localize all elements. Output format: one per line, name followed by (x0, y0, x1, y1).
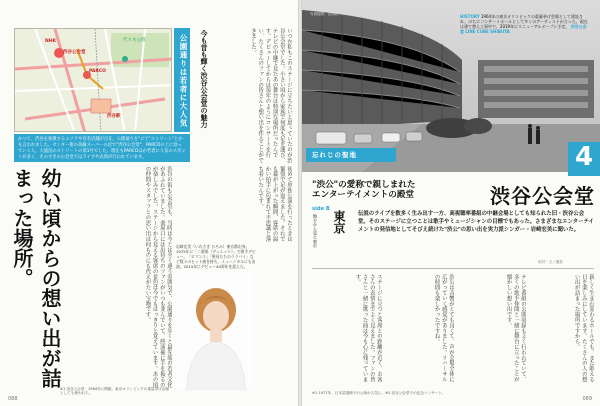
article-lead: 伝説のライブを数多く生み出す一方、高視聴率番組の中継会場としても知られた旧・渋谷公会堂。そのステージに立つことは歌手やミュージシャンの目標でもあった。さまざまなエンターテイメントの発信地としてそびえ続けた"渋公"の思い出を実力派シンガー・岩崎宏美に聞いた。 (358, 211, 594, 233)
right-body-column-2: 渋公は音響がとても良くて、声が会場全体に広がっていく感覚がありました。リハーサルの時間も楽しかったですね。 (433, 274, 454, 382)
history-info (460, 14, 590, 54)
lead-credit: 取材・文 / 撮影 (538, 260, 564, 264)
feature-big-title: 幼い頃からの想い出が詰まった場所。 (10, 168, 62, 388)
right-page (302, 0, 600, 406)
history-label: HISTORY (460, 14, 480, 19)
divider (312, 268, 594, 269)
right-footnote: ※1 1977年、日本武道館での公演が人気に。※2 渋谷公会堂での記念コンサート。 (312, 391, 446, 396)
section-heading: 今も昔も輝く渋谷公会堂の魅力 (200, 30, 208, 128)
photo-credit: 写真提供：渋谷区 (310, 12, 339, 16)
side-tag-big: 東京 (332, 210, 346, 234)
series-number: 4 (574, 142, 594, 172)
left-page-number: 088 (8, 396, 18, 402)
body-text-column-1: いつか私もこのステージに立ちたいと思っていたのが渋谷公会堂でした。小さい頃から家族で何度も足を運び、テレビの中継で見たあの舞台は特別な場所だったんです。デビューしてからは毎年のようにコンサートを行い、たくさんのファンの皆さんと想い出を作ることができました。 (249, 28, 292, 163)
map-caption: 公園通りは若者に大人気 (179, 34, 188, 128)
map-label-hall: 渋谷公会堂 (63, 50, 86, 55)
body-text-column-3: 初めて単独公演を行ったときは緊張で足が震えました。それでも幕が上がった瞬間、客席の温かい拍手に包まれて不思議と落ち着いたんです。 (257, 166, 292, 242)
map-graphic (15, 29, 172, 132)
body-text-column-2: 渋谷の街も公会堂も、当時は今とは全く違う雰囲気で、公園通りを歩くと最先端の若者文化があふれていました。楽屋口には出待ちのファンがいつも並んでいて、終演後に手を振るのが楽しみでした。ステージから見える客席の景色は今でもはっきりと覚えています。あの頃の仲間やスタッフとの思い出は何ものにも代えがたい宝物です。 (144, 166, 172, 388)
right-page-number: 089 (582, 396, 592, 402)
area-map (14, 28, 172, 132)
history-term-2: LINE CUBE SHIBUYA (465, 29, 510, 34)
map-label-park: 代々木公園 (123, 38, 146, 43)
history-text: 1964年の東京オリンピックの重量挙げ会場として建設され、のちにコンサートホールとして多くのアーティストが立った。現在は建て替え工事中で、2019年にリニューアルオープン予定。 (460, 14, 588, 29)
article-title: 渋谷公会堂 (490, 184, 595, 208)
right-body-column-3: テレビ番組の公開収録もよく行われていて、多くの歌手仲間と一緒に舞台に立ったことが懐かしい想い出です。 (505, 274, 526, 382)
left-page (0, 0, 298, 406)
portrait-graphic (176, 272, 254, 390)
left-footnote: ※1 渋谷公会堂：1964年に開館。東京オリンピックの重量挙げ会場としても使われた。 (60, 386, 169, 396)
side-tag (312, 206, 350, 262)
subtitle-line-1: "渋公"の愛称で親しまれた (312, 180, 416, 190)
side-tag-small: 地方から見た東京 (313, 214, 318, 248)
right-body-column-1: ステージに立つと客席との距離が近く、お客さんの表情までよく見えました。ファンの皆さんと一緒に歌った曲は今も心に残っています。 (354, 274, 382, 382)
map-label-station: 渋谷駅 (107, 114, 121, 119)
side-tag-en: side B (312, 206, 330, 212)
portrait-photo (176, 272, 254, 390)
series-label: 忘れじの聖地 (306, 148, 396, 162)
profile-text: 岩崎宏美（いわさき ひろみ）東京都出身。1975年に「二重唱（デュエット）」で歌手デビュー。「ロマンス」「聖母たちのララバイ」など数々のヒット曲を持ち、ミュージカルにも出演。2015年にデビュー40周年を迎えた。 (176, 244, 256, 269)
map-label-parco: PARCO (89, 69, 106, 74)
article-subtitle (312, 180, 416, 200)
history-term-1: 渋谷公会堂 (460, 24, 587, 34)
map-note: かつて、渋谷を象徴するエリアや有名店舗が点在。公園通りを"ピア"ストリート"とかも言われました。センター街の高級スーパーの店で"渋谷公会堂"、PARCOの上に登っていく人。大盛況のストリートの第1号でした。現在もPARCOほか若者に人気のスポットが多く、そのさきの公会堂ではライブや式典が行われています。 (14, 134, 190, 162)
map-label-nhk: NHK (45, 39, 57, 44)
subtitle-line-2: エンターテイメントの殿堂 (312, 190, 415, 200)
right-body-column-4: 新しく生まれ変わるホールでも、また歌える日を楽しみにしています。たくさんの人の想い出が詰まった場所ですから。 (573, 274, 594, 382)
